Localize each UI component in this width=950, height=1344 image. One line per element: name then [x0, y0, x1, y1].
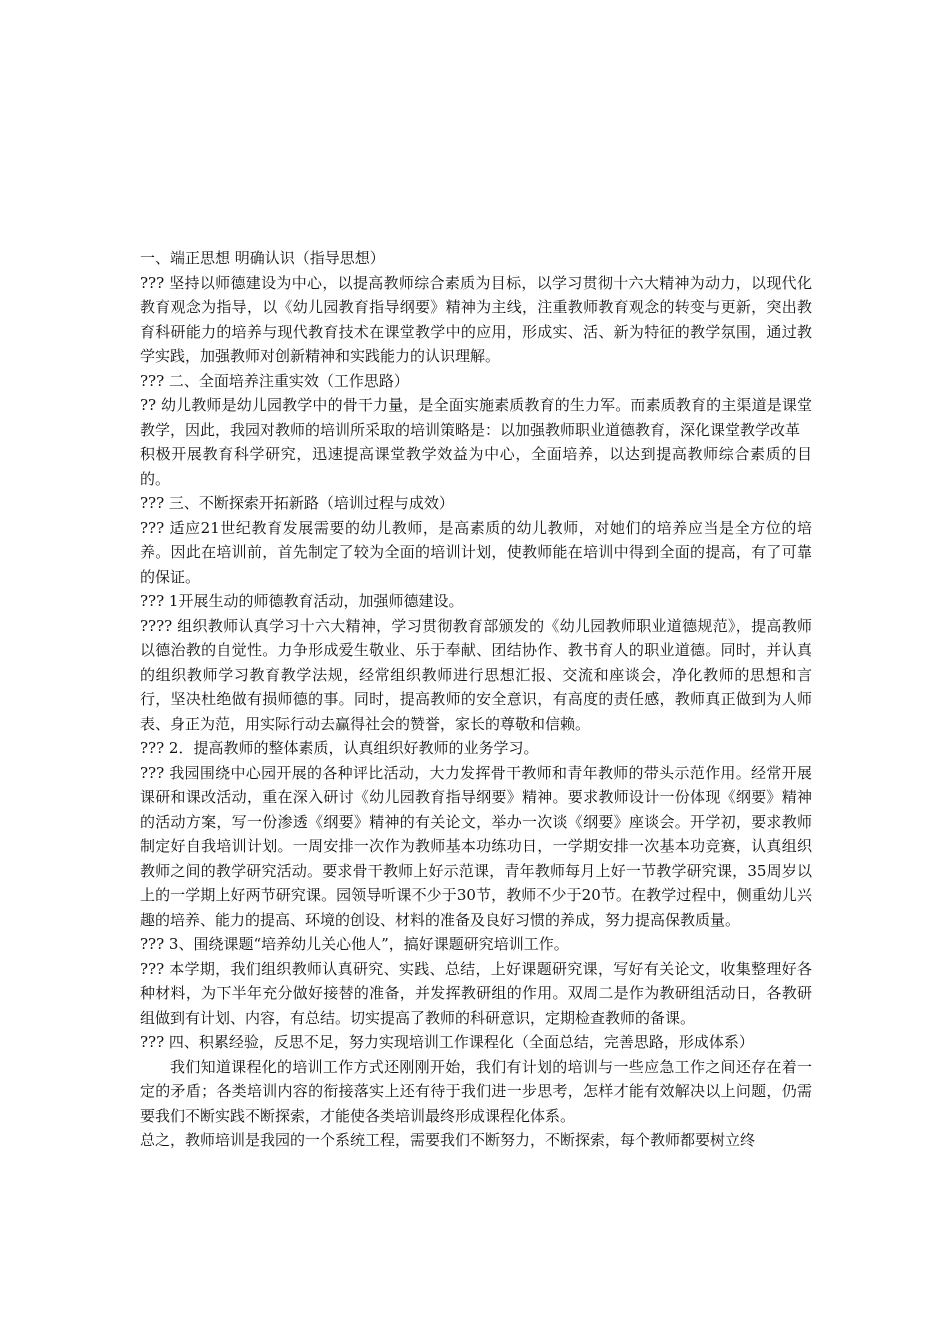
paragraph-training-process: ??? 适应21世纪教育发展需要的幼儿教师，是高素质的幼儿教师，对她们的培养应当是全方位的培养。因此在培训前，首先制定了较为全面的培训计划，使教师能在培训中得到全面的提高，有了可靠的保证。 [140, 518, 812, 586]
paragraph-conclusion: 总之，教师培训是我园的一个系统工程，需要我们不断努力，不断探索，每个教师都要树立终 [140, 1131, 756, 1149]
subheading-research-topic: ??? 3、围绕课题“培养幼儿关心他人”，搞好课题研究培训工作。 [140, 935, 569, 953]
paragraph-work-approach: ?? 幼儿教师是幼儿园教学中的骨干力量，是全面实施素质教育的生力军。而素质教育的主渠道是课堂教学，因此，我园对教师的培训所采取的培训策略是：以加强教师职业道德教育，深化课堂教学改革 [140, 396, 812, 439]
paragraph-work-approach-continued: 积极开展教育科学研究，迅速提高课堂教学效益为中心，全面培养，以达到提高教师综合素质的目的。 [140, 445, 812, 488]
paragraph-research-topic: ??? 本学期，我们组织教师认真研究、实践、总结，上好课题研究课，写好有关论文，收集整理好各种材料，为下半年充分做好接替的准备，并发挥教研组的作用。双周二是作为教研组活动日，各教研组做到有计划、内容，有总结。切实提高了教师的科研意识，定期检查教师的备课。 [140, 959, 812, 1027]
document-page [140, 246, 812, 1153]
paragraph-overall-quality: ??? 我园围绕中心园开展的各种评比活动，大力发挥骨干教师和青年教师的带头示范作用。经常开展课研和课改活动，重在深入研讨《幼儿园教育指导纲要》精神。要求教师设计一份体现《纲要》精神的活动方案，写一份渗透《纲要》精神的有关论文，举办一次谈《纲要》座谈会。开学初，要求教师制定好自我培训计划。一周安排一次作为教师基本功练功日，一学期安排一次基本功竞赛，认真组织教师之间的教学研究活动。要求骨干教师上好示范课，青年教师每月上好一节教学研究课，35周岁以上的一学期上好两节研究课。园领导听课不少于30节，教师不少于20节。在教学过程中，侧重幼儿兴趣的培养、能力的提高、环境的创设、材料的准备及良好习惯的养成，努力提高保教质量。 [140, 763, 812, 929]
paragraph-summary-reflection: 我们知道课程化的培训工作方式还刚刚开始，我们有计划的培训与一些应急工作之间还存在着一定的矛盾；各类培训内容的衔接落实上还有待于我们进一步思考，怎样才能有效解决以上问题，仍需要我们不断实践不断探索，才能使各类培训最终形成课程化体系。 [140, 1057, 812, 1125]
paragraph-ethics-education: ???? 组织教师认真学习十六大精神，学习贯彻教育部颁发的《幼儿园教师职业道德规范》，提高教师以德治教的自觉性。力争形成爱生敬业、乐于奉献、团结协作、教书育人的职业道德。同时，并认真的组织教师学习教育教学法规，经常组织教师进行思想汇报、交流和座谈会，净化教师的思想和言行，坚决杜绝做有损师德的事。同时，提高教师的安全意识，有高度的责任感，教师真正做到为人师表、身正为范，用实际行动去赢得社会的赞誉，家长的尊敬和信赖。 [140, 616, 812, 733]
heading-guiding-thought: 一、端正思想 明确认识（指导思想） [140, 249, 385, 267]
heading-work-approach: ??? 二、全面培养注重实效（工作思路） [140, 371, 409, 390]
subheading-overall-quality: ??? 2．提高教师的整体素质，认真组织好教师的业务学习。 [140, 739, 539, 757]
subheading-ethics-education: ??? 1开展生动的师德教育活动，加强师德建设。 [140, 592, 464, 610]
heading-training-process: ??? 三、不断探索开拓新路（培训过程与成效） [140, 494, 454, 512]
heading-summary-reflection: ??? 四、积累经验，反思不足，努力实现培训工作课程化（全面总结，完善思路，形成体系） [140, 1033, 754, 1051]
paragraph-guiding-thought: ??? 坚持以师德建设为中心，以提高教师综合素质为目标，以学习贯彻十六大精神为动力，以现代化教育观念为指导，以《幼儿园教育指导纲要》精神为主线，注重教师教育观念的转变与更新，突出教育科研能力的培养与现代教育技术在课堂教学中的应用，形成实、活、新为特征的教学氛围，通过教学实践，加强教师对创新精神和实践能力的认识理解。 [140, 273, 812, 365]
